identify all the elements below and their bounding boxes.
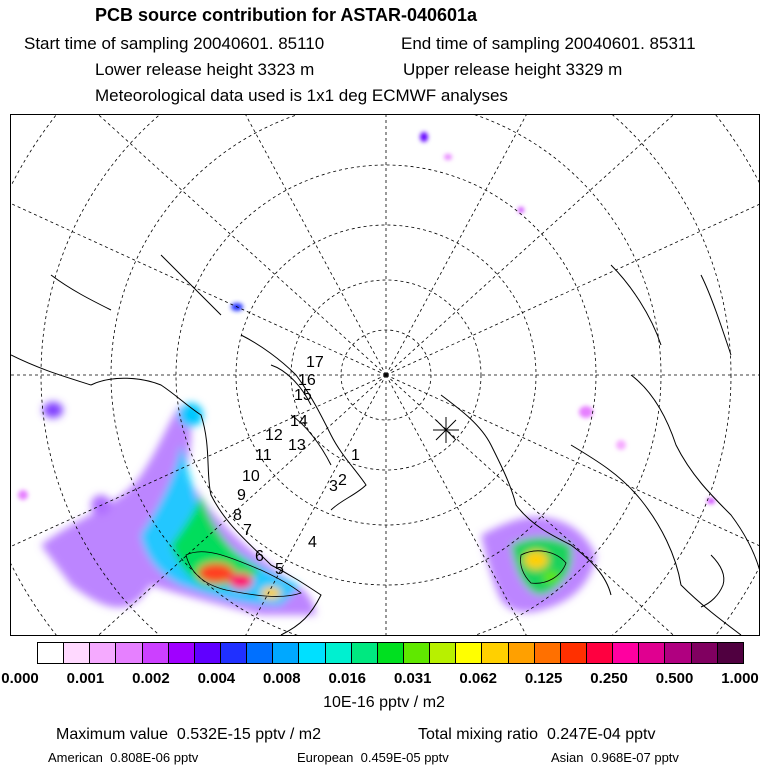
trajectory-day-label: 11 [255, 447, 272, 464]
max-value-label: Maximum value 0.532E-15 pptv / m2 [56, 726, 322, 743]
legend-swatch [299, 643, 325, 663]
legend-tick-label: 0.001 [66, 670, 105, 687]
legend-swatch [430, 643, 456, 663]
color-legend [37, 642, 744, 664]
trajectory-day-label: 10 [242, 468, 260, 485]
trajectory-day-label: 4 [308, 534, 317, 551]
legend-swatch [535, 643, 561, 663]
legend-swatch [221, 643, 247, 663]
trajectory-day-label: 1 [351, 447, 360, 464]
trajectory-day-label: 9 [237, 487, 246, 504]
legend-swatch [718, 643, 743, 663]
trajectory-day-label: 2 [338, 472, 347, 489]
legend-swatch [509, 643, 535, 663]
legend-swatch [378, 643, 404, 663]
trajectory-day-label: 14 [290, 413, 308, 430]
legend-swatch [326, 643, 352, 663]
release-point-marker [433, 417, 459, 443]
european-contribution: European 0.459E-05 pptv [297, 750, 449, 765]
legend-swatch [561, 643, 587, 663]
trajectory-day-label: 17 [306, 354, 324, 371]
legend-tick-label: 0.031 [393, 670, 432, 687]
legend-swatch [169, 643, 195, 663]
legend-swatch [64, 643, 90, 663]
legend-swatch [195, 643, 221, 663]
start-time-label: Start time of sampling 20040601. 85110 [24, 34, 325, 53]
legend-tick-label: 0.250 [590, 670, 628, 687]
legend-swatch [404, 643, 430, 663]
trajectory-day-label: 3 [329, 478, 338, 495]
asian-contribution: Asian 0.968E-07 pptv [551, 750, 679, 765]
legend-swatch [247, 643, 273, 663]
legend-tick-label: 0.062 [459, 670, 497, 687]
trajectory-day-label: 15 [294, 387, 312, 404]
legend-swatch [456, 643, 482, 663]
end-time-label: End time of sampling 20040601. 85311 [401, 34, 696, 53]
legend-swatch [482, 643, 508, 663]
trajectory-day-label: 12 [265, 427, 283, 444]
legend-swatch [613, 643, 639, 663]
figure-title: PCB source contribution for ASTAR-040601a [95, 5, 478, 25]
legend-tick-label: 0.008 [263, 670, 301, 687]
legend-tick-label: 0.002 [132, 670, 170, 687]
lower-release-label: Lower release height 3323 m [95, 60, 315, 79]
legend-tick-label: 1.000 [721, 670, 759, 687]
map-canvas [11, 115, 760, 636]
trajectory-day-label: 8 [233, 507, 242, 524]
legend-unit: 10E-16 pptv / m2 [323, 694, 445, 711]
total-mixing-label: Total mixing ratio 0.247E-04 pptv [418, 726, 656, 743]
trajectory-labels [233, 354, 360, 578]
legend-swatch [90, 643, 116, 663]
legend-tick-label: 0.000 [1, 670, 39, 687]
legend-tick-label: 0.004 [197, 670, 236, 687]
legend-swatch [143, 643, 169, 663]
met-data-label: Meteorological data used is 1x1 deg ECMWF analyses [95, 86, 508, 105]
legend-tick-label: 0.125 [524, 670, 563, 687]
legend-tick-label: 0.016 [328, 670, 367, 687]
legend-swatch [665, 643, 691, 663]
legend-swatch [639, 643, 665, 663]
legend-swatch [273, 643, 299, 663]
trajectory-day-label: 5 [275, 561, 284, 578]
trajectory-day-label: 13 [288, 437, 306, 454]
scattered-cells [18, 132, 715, 504]
legend-tick-label: 0.500 [655, 670, 694, 687]
american-contribution: American 0.808E-06 pptv [48, 750, 199, 765]
legend-swatch [587, 643, 613, 663]
upper-release-label: Upper release height 3329 m [403, 60, 623, 79]
legend-swatch [692, 643, 718, 663]
legend-swatch [38, 643, 64, 663]
legend-swatch [352, 643, 378, 663]
legend-swatch [116, 643, 142, 663]
trajectory-day-label: 7 [243, 522, 252, 539]
polar-map [10, 114, 760, 636]
plume-asia [481, 517, 596, 613]
trajectory-day-label: 6 [255, 548, 264, 565]
trajectory-day-label: 16 [298, 372, 316, 389]
